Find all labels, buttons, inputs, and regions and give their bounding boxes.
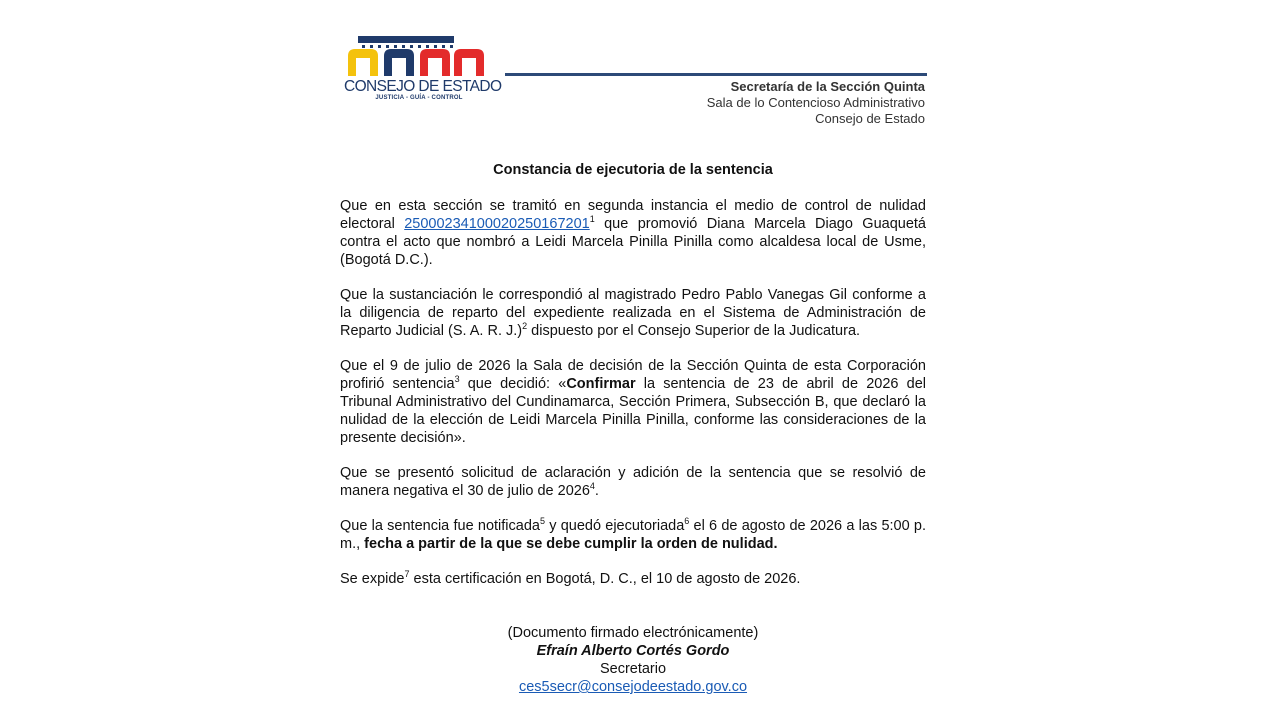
footnote-ref[interactable]: 4 <box>589 481 595 492</box>
signature-block <box>340 624 926 696</box>
signer-name: Efraín Alberto Cortés Gordo <box>536 643 730 659</box>
footnote-ref[interactable]: 7 <box>404 569 410 580</box>
paragraph-assignment: Que la sustanciación le correspondió al magistrado Pedro Pablo Vanegas Gil conforme a la diligencia de reparto del expediente realizada en el Sistema de Administración de Reparto Judicial (S. A. R. J.)$^2$ dispuesto por el Consejo Superior de la Judicatura. <box>340 287 926 339</box>
department-name: Secretaría de la Sección Quinta <box>730 79 925 94</box>
entity-name: Consejo de Estado <box>815 111 925 126</box>
paragraph-enforcement: Que la sentencia fue notificada$^5$ y quedó ejecutoriada$^6$ el 6 de agosto de 2026 a las 5:00 p. m., fecha a partir de la que se debe cumplir la orden de nulidad. <box>340 516 926 552</box>
letterhead <box>707 79 925 127</box>
consejo-de-estado-logo <box>344 34 502 104</box>
footnote-ref[interactable]: 1 <box>589 214 595 225</box>
footnote-ref[interactable]: 3 <box>454 374 460 385</box>
paragraph-clarification: Que se presentó solicitud de aclaración y adición de la sentencia que se resolvió de manera negativa el 30 de julio de 2026$^4$. <box>340 465 926 499</box>
case-number-link[interactable]: 25000234100020250167201 <box>404 216 590 232</box>
footnote-ref[interactable]: 6 <box>684 516 690 527</box>
logo-org-name: CONSEJO DE ESTADO <box>344 78 502 95</box>
paragraph-issuance: Se expide$^7$ esta certificación en Bogotá, D. C., el 10 de agosto de 2026. <box>340 569 801 587</box>
document-body <box>340 197 926 605</box>
footnote-ref[interactable]: 2 <box>522 321 528 332</box>
signature-note: (Documento firmado electrónicamente) <box>507 625 759 641</box>
signer-role: Secretario <box>599 661 667 677</box>
paragraph-case: Que en esta sección se tramitó en segunda instancia el medio de control de nulidad electoral 25000234100020250167201$^1$ que promovió Diana Marcela Diago Guaquetá contra el acto que nombró a Leidi Marcela Pinilla Pinilla como alcaldesa local de Usme, (Bogotá D.C.). <box>340 198 926 268</box>
signer-email-link[interactable]: ces5secr@consejodeestado.gov.co <box>518 679 748 695</box>
header-divider <box>505 73 927 76</box>
paragraph-ruling: Que el 9 de julio de 2026 la Sala de decisión de la Sección Quinta de esta Corporación profirió sentencia$^3$ que decidió: «Confirmar la sentencia de 23 de abril de 2026 del Tribunal Administrativo del Cundinamarca, Sección Primera, Subsección B, que declaró la nulidad de la elección de Leidi Marcela Pinilla Pinilla, conforme las consideraciones de la presente decisión». <box>340 358 927 446</box>
chamber-name: Sala de lo Contencioso Administrativo <box>706 95 925 110</box>
document-title: Constancia de ejecutoria de la sentencia <box>493 162 773 178</box>
building-emblem-icon <box>344 34 494 78</box>
logo-motto: JUSTICIA - GUÍA - CONTROL <box>375 95 463 101</box>
footnote-ref[interactable]: 5 <box>539 516 545 527</box>
